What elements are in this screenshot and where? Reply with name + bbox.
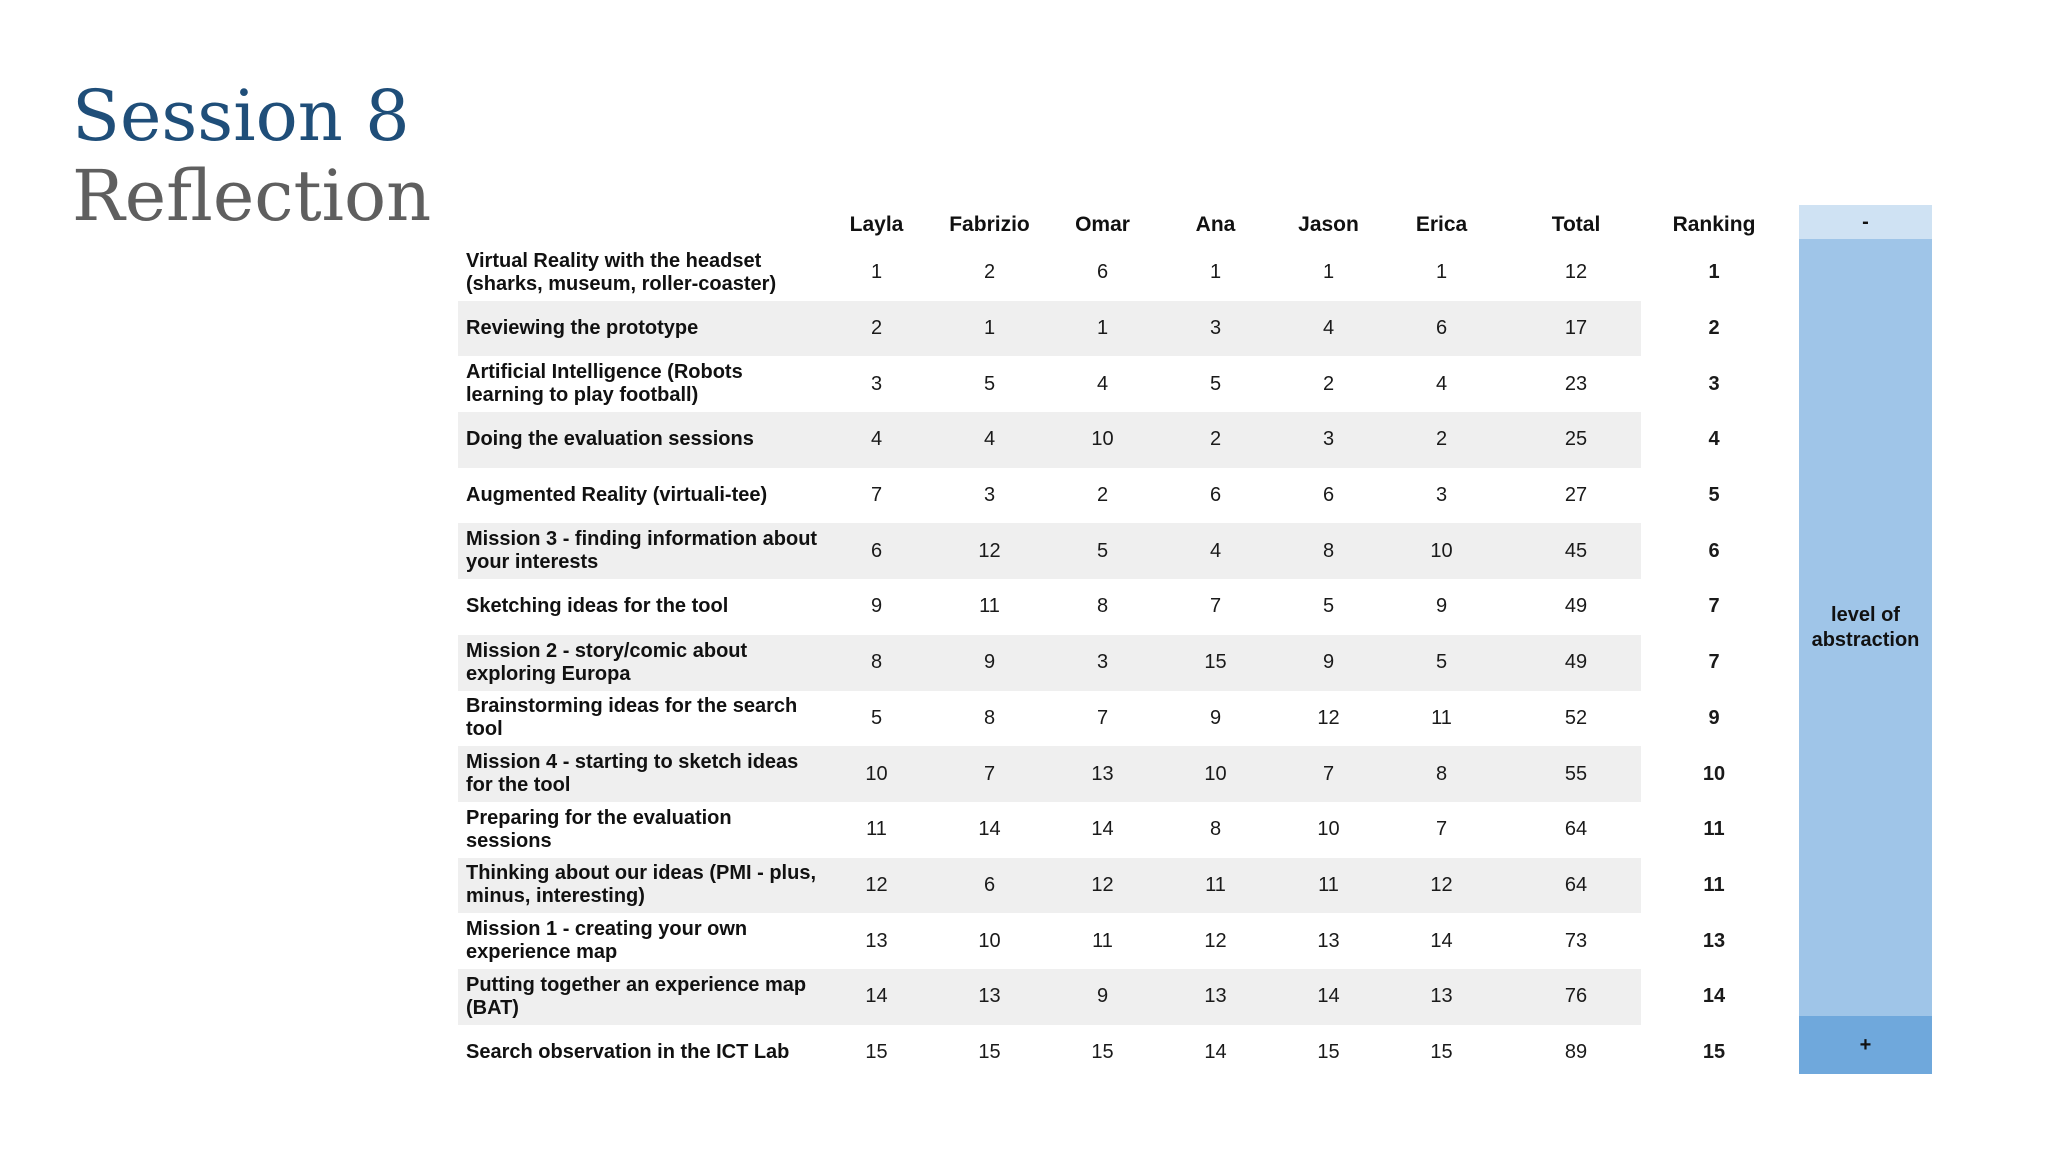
score-cell: 8	[1322, 539, 1335, 562]
score-cell: 11	[1318, 873, 1339, 896]
total-cell: 17	[1564, 317, 1588, 340]
score-cell: 6	[1209, 484, 1222, 507]
activity-label: Augmented Reality (virtuali-tee)	[466, 484, 768, 507]
activity-label: Putting together an experience map (BAT)	[466, 973, 807, 1019]
score-cell: 3	[1322, 428, 1335, 451]
total-cell: 55	[1564, 762, 1588, 785]
header-fabrizio: Fabrizio	[949, 213, 1030, 236]
score-cell: 7	[870, 484, 883, 507]
abstraction-minus: -	[1799, 205, 1932, 239]
score-cell: 4	[983, 428, 996, 451]
ranking-cell: 9	[1708, 706, 1720, 729]
score-cell: 14	[1204, 1040, 1227, 1063]
ranking-cell: 5	[1708, 484, 1720, 507]
ranking-cell: 4	[1708, 428, 1720, 451]
score-cell: 10	[865, 762, 888, 785]
total-cell: 76	[1564, 985, 1588, 1008]
ranking-table	[458, 205, 1756, 1080]
score-cell: 6	[1096, 261, 1109, 284]
table-row	[458, 635, 1720, 691]
score-cell: 8	[870, 651, 883, 674]
score-cell: 13	[1204, 985, 1227, 1008]
activity-label: Mission 1 - creating your own experience map	[466, 918, 748, 964]
score-cell: 4	[1209, 539, 1222, 562]
table-row	[458, 969, 1726, 1025]
score-cell: 15	[865, 1040, 888, 1063]
table-row	[458, 858, 1725, 914]
score-cell: 5	[1096, 539, 1109, 562]
total-cell: 25	[1564, 428, 1588, 451]
table-row	[458, 301, 1720, 357]
score-cell: 3	[1209, 317, 1222, 340]
score-cell: 6	[1322, 484, 1335, 507]
score-cell: 10	[1204, 762, 1227, 785]
score-cell: 11	[1205, 873, 1226, 896]
score-cell: 4	[1096, 372, 1109, 395]
ranking-cell: 2	[1708, 317, 1720, 340]
score-cell: 13	[1430, 985, 1453, 1008]
score-cell: 9	[1435, 595, 1448, 618]
score-cell: 3	[983, 484, 996, 507]
score-cell: 14	[978, 818, 1001, 841]
score-cell: 2	[1209, 428, 1222, 451]
score-cell: 1	[1435, 261, 1448, 284]
score-cell: 11	[979, 595, 1000, 618]
score-cell: 4	[870, 428, 883, 451]
header-layla: Layla	[849, 213, 904, 236]
ranking-cell: 14	[1702, 985, 1726, 1008]
score-cell: 5	[1435, 651, 1448, 674]
ranking-cell: 13	[1702, 929, 1726, 952]
score-cell: 6	[870, 539, 883, 562]
score-cell: 9	[1209, 706, 1222, 729]
total-cell: 27	[1564, 484, 1588, 507]
ranking-cell: 7	[1708, 651, 1720, 674]
score-cell: 10	[1317, 818, 1340, 841]
score-cell: 5	[1209, 372, 1222, 395]
score-cell: 1	[983, 317, 996, 340]
score-cell: 15	[978, 1040, 1001, 1063]
score-cell: 12	[1091, 873, 1114, 896]
abstraction-label: level of abstraction	[1811, 604, 1920, 651]
header-erica: Erica	[1415, 213, 1468, 236]
table-row	[458, 913, 1726, 969]
score-cell: 12	[978, 539, 1001, 562]
score-cell: 2	[1322, 372, 1335, 395]
score-cell: 1	[1096, 317, 1109, 340]
score-cell: 9	[1096, 985, 1109, 1008]
table-row	[458, 245, 1720, 301]
total-cell: 73	[1564, 929, 1588, 952]
ranking-cell: 11	[1703, 873, 1725, 896]
total-cell: 64	[1564, 818, 1588, 841]
total-cell: 49	[1564, 651, 1588, 674]
table-row	[458, 1025, 1726, 1081]
score-cell: 13	[865, 929, 888, 952]
score-cell: 3	[1096, 651, 1109, 674]
score-cell: 6	[1435, 317, 1448, 340]
score-cell: 7	[1322, 762, 1335, 785]
total-cell: 89	[1564, 1040, 1588, 1063]
score-cell: 10	[1091, 428, 1114, 451]
table-row	[458, 746, 1726, 802]
score-cell: 9	[983, 651, 996, 674]
header-omar: Omar	[1075, 213, 1130, 236]
score-cell: 6	[983, 873, 996, 896]
score-cell: 4	[1322, 317, 1335, 340]
score-cell: 12	[865, 873, 888, 896]
total-cell: 64	[1564, 873, 1588, 896]
activity-label: Brainstorming ideas for the search tool	[466, 695, 798, 741]
table-row	[458, 468, 1720, 524]
activity-label: Mission 4 - starting to sketch ideas for the tool	[466, 751, 799, 797]
activity-label: Search observation in the ICT Lab	[466, 1040, 790, 1063]
title-reflection: Reflection	[72, 155, 432, 237]
score-cell: 10	[1430, 539, 1453, 562]
ranking-cell: 15	[1702, 1040, 1726, 1063]
score-cell: 10	[978, 929, 1001, 952]
score-cell: 9	[1322, 651, 1335, 674]
score-cell: 8	[1435, 762, 1448, 785]
score-cell: 5	[1322, 595, 1335, 618]
score-cell: 15	[1204, 651, 1227, 674]
score-cell: 2	[870, 317, 883, 340]
table-row	[458, 523, 1720, 579]
score-cell: 13	[1091, 762, 1114, 785]
score-cell: 12	[1430, 873, 1453, 896]
score-cell: 15	[1430, 1040, 1453, 1063]
table-body	[458, 245, 1726, 1080]
activity-label: Preparing for the evaluation sessions	[466, 806, 732, 852]
score-cell: 14	[865, 985, 888, 1008]
table-header-row	[458, 205, 1756, 245]
header-jason: Jason	[1298, 213, 1359, 236]
activity-label: Mission 3 - finding information about your interests	[466, 528, 818, 574]
activity-label: Sketching ideas for the tool	[466, 595, 729, 618]
table-row	[458, 802, 1725, 858]
score-cell: 2	[1096, 484, 1109, 507]
score-cell: 15	[1317, 1040, 1340, 1063]
total-cell: 49	[1564, 595, 1588, 618]
score-cell: 3	[1435, 484, 1448, 507]
activity-label: Thinking about our ideas (PMI - plus, minus, interesting)	[466, 862, 816, 908]
total-cell: 23	[1564, 372, 1588, 395]
activity-label: Mission 2 - story/comic about exploring Europa	[466, 639, 748, 685]
header-ranking: Ranking	[1672, 213, 1756, 236]
activity-label: Virtual Reality with the headset (sharks, museum, roller-coaster)	[466, 249, 777, 295]
ranking-cell: 1	[1708, 261, 1720, 284]
activity-label: Artificial Intelligence (Robots learning to play football)	[466, 361, 743, 407]
table-row	[458, 579, 1720, 635]
score-cell: 8	[1096, 595, 1109, 618]
score-cell: 15	[1091, 1040, 1114, 1063]
ranking-cell: 7	[1708, 595, 1720, 618]
score-cell: 1	[870, 261, 883, 284]
ranking-cell: 11	[1703, 818, 1725, 841]
ranking-cell: 6	[1708, 539, 1720, 562]
score-cell: 11	[1431, 706, 1452, 729]
score-cell: 5	[870, 706, 883, 729]
score-cell: 7	[1096, 706, 1109, 729]
header-total: Total	[1551, 213, 1601, 236]
activity-label: Doing the evaluation sessions	[466, 428, 754, 451]
score-cell: 3	[870, 372, 883, 395]
score-cell: 12	[1204, 929, 1227, 952]
activity-label: Reviewing the prototype	[466, 317, 699, 340]
total-cell: 45	[1564, 539, 1588, 562]
score-cell: 7	[983, 762, 996, 785]
score-cell: 2	[983, 261, 996, 284]
score-cell: 4	[1435, 372, 1448, 395]
score-cell: 13	[978, 985, 1001, 1008]
ranking-cell: 10	[1702, 762, 1726, 785]
score-cell: 7	[1209, 595, 1222, 618]
score-cell: 12	[1317, 706, 1340, 729]
score-cell: 11	[866, 818, 887, 841]
score-cell: 11	[1092, 929, 1113, 952]
score-cell: 14	[1430, 929, 1453, 952]
total-cell: 52	[1564, 706, 1588, 729]
abstraction-plus: +	[1799, 1016, 1932, 1074]
title-session: Session 8	[72, 75, 410, 157]
score-cell: 14	[1317, 985, 1340, 1008]
ranking-cell: 3	[1708, 372, 1720, 395]
table-row	[458, 356, 1720, 412]
score-cell: 14	[1091, 818, 1114, 841]
table-row	[458, 412, 1720, 468]
score-cell: 5	[983, 372, 996, 395]
score-cell: 1	[1322, 261, 1335, 284]
score-cell: 9	[870, 595, 883, 618]
score-cell: 13	[1317, 929, 1340, 952]
total-cell: 12	[1564, 261, 1588, 284]
abstraction-scale	[1799, 205, 1932, 1074]
score-cell: 7	[1435, 818, 1448, 841]
score-cell: 8	[1209, 818, 1222, 841]
score-cell: 8	[983, 706, 996, 729]
header-ana: Ana	[1195, 213, 1236, 236]
table-row	[458, 691, 1720, 747]
score-cell: 2	[1435, 428, 1448, 451]
score-cell: 1	[1209, 261, 1222, 284]
slide-title	[72, 76, 431, 236]
